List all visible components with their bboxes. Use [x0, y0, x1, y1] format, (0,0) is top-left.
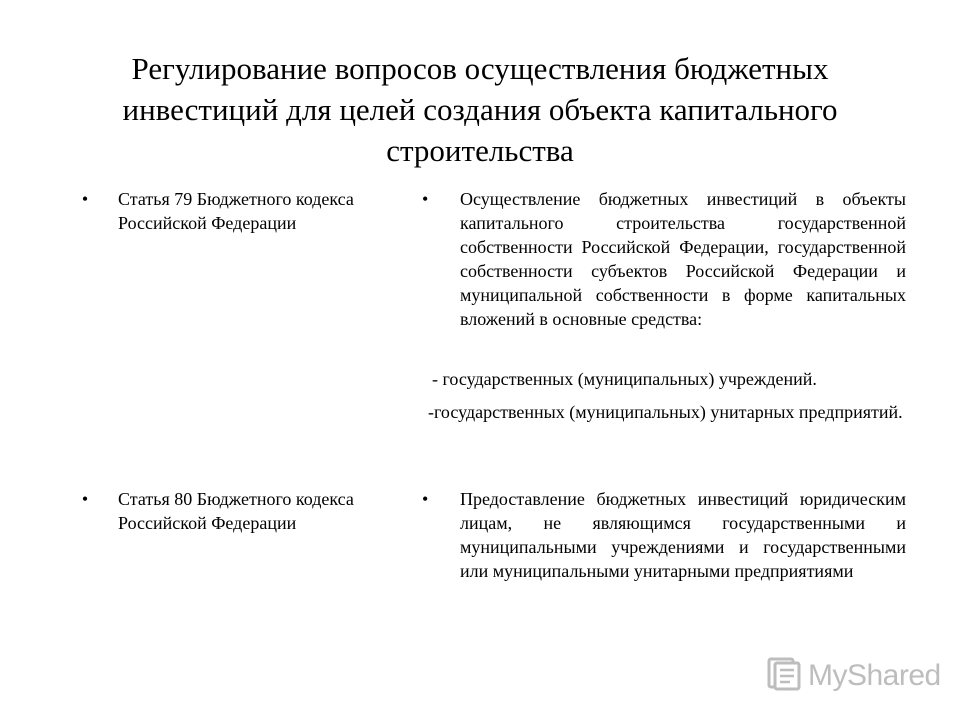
bullet: •: [81, 489, 89, 509]
bullet: •: [422, 489, 429, 509]
watermark-logo[interactable]: [766, 658, 941, 694]
article-80-label: Статья 80 Бюджетного кодекса Российской Федерации: [118, 489, 354, 533]
mydocuments-logo-icon: [766, 657, 802, 696]
article-79-description: Осуществление бюджетных инвестиций в объекты капитального строительства государственной собственности Российской Федерации, государственной собственности субъектов Российской Федерации и муниципальной собственности в форме капитальных вложений в основные средства:: [460, 189, 906, 329]
slide-title: Регулирование вопросов осуществления бюджетных инвестиций для целей создания объекта капитального строительства: [122, 51, 838, 168]
article-79-label: Статья 79 Бюджетного кодекса Российской Федерации: [118, 189, 354, 233]
watermark-text: MyShared: [808, 659, 941, 692]
sub-item-institutions: - государственных (муниципальных) учреждений.: [432, 369, 817, 389]
article-80-description: Предоставление бюджетных инвестиций юридическим лицам, не являющимся государственными и муниципальными учреждениями и государственными или муниципальными унитарными предприятиями: [460, 489, 906, 581]
row-2-left: [78, 487, 406, 535]
bullet: •: [81, 189, 89, 209]
row-2-right: [420, 487, 906, 583]
sub-item-enterprises: -государственных (муниципальных) унитарных предприятий.: [428, 402, 903, 422]
row-1-left: [78, 187, 406, 235]
bullet: •: [422, 189, 429, 209]
row-1-right: [420, 187, 906, 331]
